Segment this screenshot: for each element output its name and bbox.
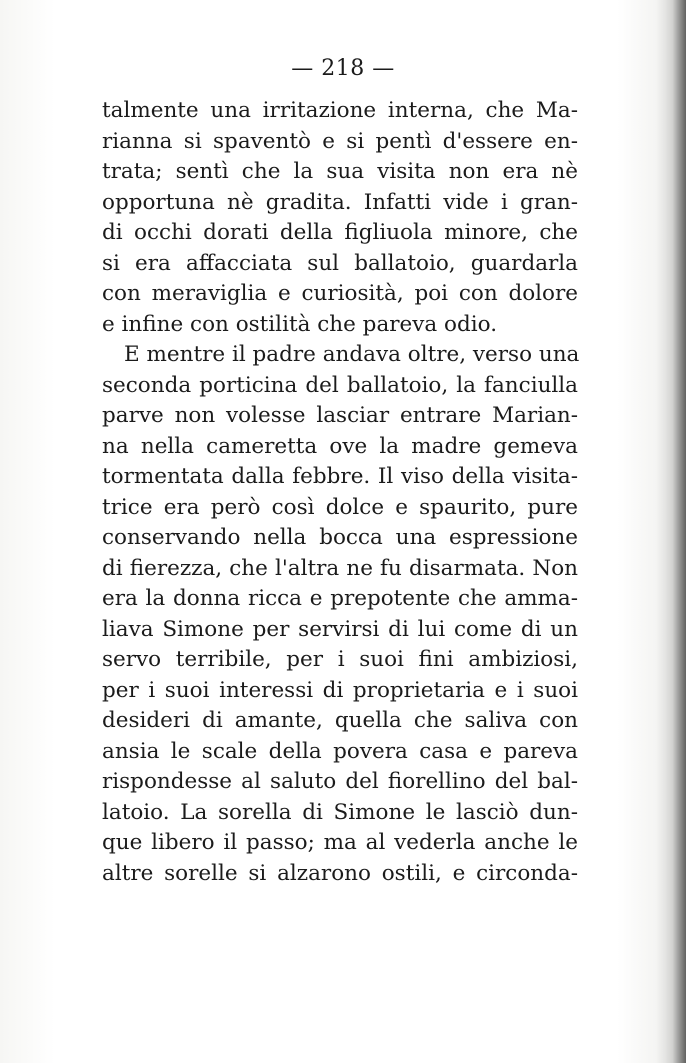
text-line: latoio. La sorella di Simone le lasciò dun- (102, 799, 578, 825)
page-number: — 218 — (291, 56, 395, 81)
text-line: rispondesse al saluto del fiorellino del bal- (102, 769, 578, 794)
text-line: talmente una irritazione interna, che Ma- (102, 98, 578, 123)
text-line: ansia le scale della povera casa e pareva (102, 738, 578, 764)
text-line: era la donna ricca e prepotente che amma- (102, 586, 578, 611)
text-line: servo terribile, per i suoi fini ambiziosi, (102, 647, 578, 672)
text-line: tormentata dalla febbre. Il viso della visita- (102, 464, 578, 489)
text-line: que libero il passo; ma al vederla anche le (102, 830, 578, 855)
text-line: parve non volesse lasciar entrare Marian- (102, 403, 578, 428)
text-line: na nella cameretta ove la madre gemeva (102, 433, 578, 459)
text-line: rianna si spaventò e si pentì d'essere en- (102, 128, 578, 154)
text-line: con meraviglia e curiosità, poi con dolore (102, 281, 578, 306)
text-line: opportuna nè gradita. Infatti vide i gran- (102, 189, 578, 215)
text-line: desideri di amante, quella che saliva con (102, 708, 578, 733)
text-line: e infine con ostilità che pareva odio. (102, 311, 498, 337)
text-line: seconda porticina del ballatoio, la fanciulla (102, 372, 578, 398)
text-line: trata; sentì che la sua visita non era nè (102, 159, 578, 184)
text-line: trice era però così dolce e spaurito, pure (102, 494, 578, 520)
page-edge-shadow (656, 0, 686, 1063)
text-line: altre sorelle si alzarono ostili, e circonda- (102, 860, 578, 886)
text-line: liava Simone per servirsi di lui come di un (102, 616, 578, 642)
text-line: per i suoi interessi di proprietaria e i suoi (102, 677, 578, 703)
text-line: si era affacciata sul ballatoio, guardarla (102, 250, 578, 276)
text-line: E mentre il padre andava oltre, verso una (124, 342, 580, 367)
text-line: di occhi dorati della figliuola minore, che (102, 220, 578, 245)
body-text (102, 96, 578, 889)
text-line: conservando nella bocca una espressione (102, 525, 578, 550)
text-line: di fierezza, che l'altra ne fu disarmata. Non (102, 555, 578, 581)
